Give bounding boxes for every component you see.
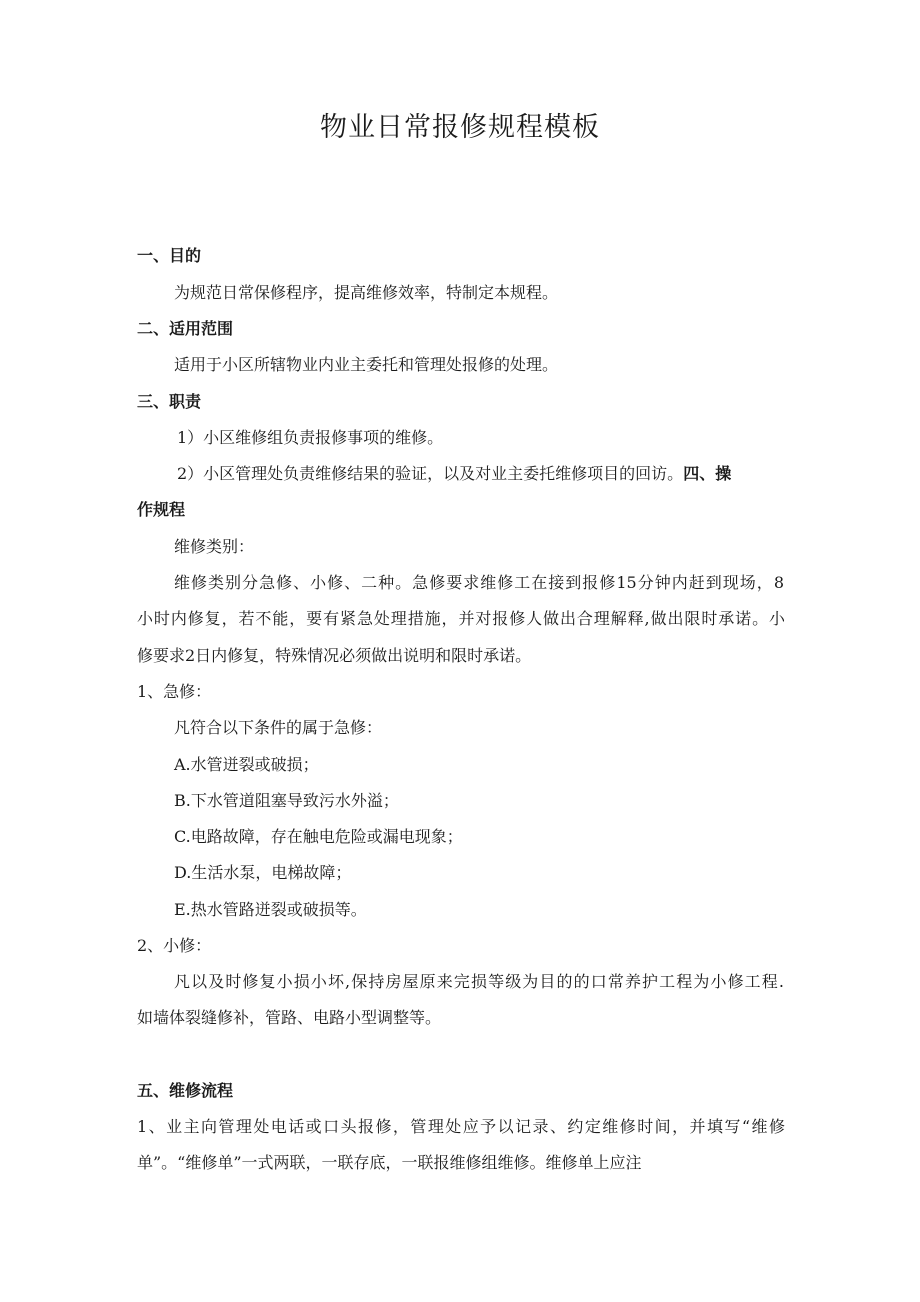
category-line-1: 维修类别分急修、小修、二种。急修要求维修工在接到报修15分钟内赶到现场，8 <box>174 573 784 592</box>
duty-item-2 <box>177 462 731 486</box>
section-heading-flow: 五、维修流程 <box>137 1081 234 1100</box>
purpose-text: 为规范日常保修程序，提高维修效率，特制定本规程。 <box>174 283 559 302</box>
category-line-3: 修要求2日内修复，特殊情况必须做出说明和限时承诺。 <box>137 646 532 665</box>
category-line-2: 小时内修复，若不能，要有紧急处理措施，并对报修人做出合理解释,做出限时承诺。小 <box>137 609 785 628</box>
scope-text: 适用于小区所辖物业内业主委托和管理处报修的处理。 <box>174 355 559 374</box>
section-heading-duties: 三、职责 <box>137 392 202 411</box>
minor-line-1: 凡以及时修复小损小坏,保持房屋原来完损等级为目的的口常养护工程为小修工程. <box>174 972 784 991</box>
minor-heading: 2、小修： <box>137 936 212 955</box>
urgent-item-c: C.电路故障，存在触电危险或漏电现象； <box>174 827 463 846</box>
urgent-heading: 1、急修： <box>137 682 212 701</box>
urgent-intro: 凡符合以下条件的属于急修： <box>174 718 383 737</box>
flow-line-1: 1、业主向管理处电话或口头报修，管理处应予以记录、约定维修时间，并填写“维修 <box>137 1117 785 1136</box>
minor-line-2: 如墙体裂缝修补，管路、电路小型调整等。 <box>137 1008 442 1027</box>
urgent-item-b: B.下水管道阻塞导致污水外溢； <box>174 791 399 810</box>
section-heading-purpose: 一、目的 <box>137 246 202 265</box>
urgent-item-e: E.热水管路迸裂或破损等。 <box>174 900 367 919</box>
section-heading-scope: 二、适用范围 <box>137 319 234 338</box>
category-label: 维修类别： <box>174 537 255 556</box>
section-heading-operation-part2: 作规程 <box>137 500 186 519</box>
duty-item-1: 1）小区维修组负责报修事项的维修。 <box>177 428 444 447</box>
urgent-item-d: D.生活水泵，电梯故障； <box>174 863 352 882</box>
section-heading-operation-part1: 四、操 <box>683 464 732 483</box>
flow-line-2: 单”。“维修单”一式两联，一联存底，一联报维修组维修。维修单上应注 <box>137 1153 642 1172</box>
urgent-item-a: A.水管迸裂或破损； <box>174 755 319 774</box>
duty-item-2-text: 2）小区管理处负责维修结果的验证，以及对业主委托维修项目的回访。 <box>177 464 684 483</box>
document-title: 物业日常报修规程模板 <box>320 112 600 143</box>
